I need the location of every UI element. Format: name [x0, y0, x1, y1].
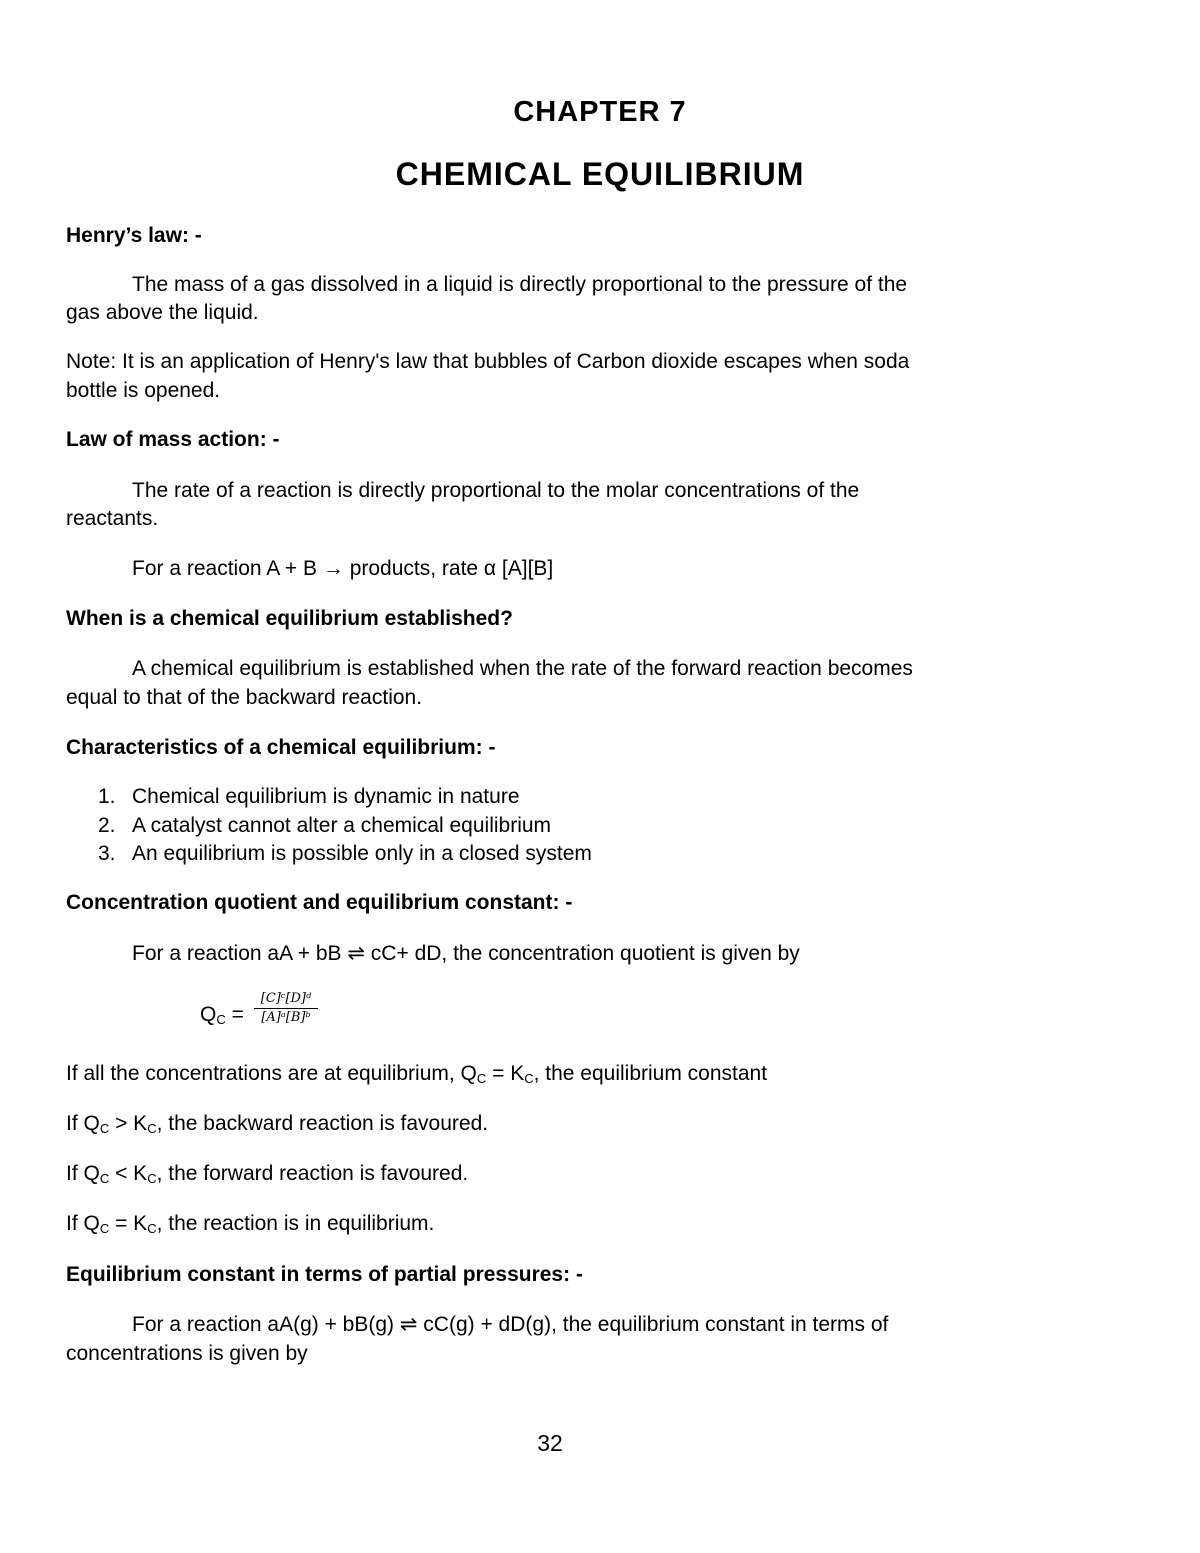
- partial-pressure-line-1: For a reaction aA(g) + bB(g) ⇌ cC(g) + dD(g), the equilibrium constant in terms of: [132, 1313, 889, 1336]
- established-text-line-2: equal to that of the backward reaction.: [66, 686, 423, 709]
- henry-text-line-1: The mass of a gas dissolved in a liquid is directly proportional to the pressure of the: [132, 273, 908, 296]
- list-item: Chemical equilibrium is dynamic in nature: [132, 785, 520, 808]
- list-item-number: 3.: [98, 842, 116, 865]
- henry-note-line-2: bottle is opened.: [66, 379, 221, 402]
- henry-note-line-1: Note: It is an application of Henry's law that bubbles of Carbon dioxide escapes when soda: [66, 350, 910, 373]
- qc-equal-line: If $Q_C = K_C$, the reaction is in equilibrium.: [66, 1212, 435, 1236]
- established-heading: When is a chemical equilibrium established?: [66, 607, 513, 630]
- mass-action-text-line-2: reactants.: [66, 507, 159, 530]
- chapter-label: CHAPTER 7: [513, 96, 687, 128]
- quotient-heading: Concentration quotient and equilibrium constant: -: [66, 891, 573, 914]
- qc-fraction: [254, 990, 318, 1027]
- list-item: A catalyst cannot alter a chemical equilibrium: [132, 814, 552, 837]
- chapter-title: CHEMICAL EQUILIBRIUM: [395, 156, 805, 192]
- qc-equals-kc-line: If all the concentrations are at equilibrium, $Q_C = K_C$, the equilibrium constant: [66, 1062, 768, 1086]
- fraction-numerator: [C]ᶜ[D]ᵈ: [260, 991, 312, 1006]
- quotient-intro: For a reaction aA + bB ⇌ cC+ dD, the concentration quotient is given by: [132, 942, 800, 965]
- page-number: 32: [537, 1430, 563, 1456]
- established-text-line-1: A chemical equilibrium is established when the rate of the forward reaction becomes: [132, 657, 913, 680]
- qc-formula-label: $Q_C$ =: [200, 1003, 244, 1027]
- qc-greater-line: If $Q_C > K_C$, the backward reaction is favoured.: [66, 1112, 489, 1136]
- fraction-denominator: [A]ᵃ[B]ᵇ: [254, 1008, 318, 1027]
- partial-pressure-heading: Equilibrium constant in terms of partial pressures: -: [66, 1263, 583, 1286]
- list-item-number: 1.: [98, 785, 116, 808]
- list-item-number: 2.: [98, 814, 116, 837]
- henry-heading: Henry’s law: -: [66, 224, 202, 247]
- characteristics-heading: Characteristics of a chemical equilibrium: -: [66, 736, 496, 759]
- mass-action-formula: For a reaction A + B → products, rate α [A][B]: [132, 557, 554, 580]
- qc-less-line: If $Q_C < K_C$, the forward reaction is favoured.: [66, 1162, 469, 1186]
- partial-pressure-line-2: concentrations is given by: [66, 1342, 308, 1365]
- list-item: An equilibrium is possible only in a closed system: [132, 842, 592, 865]
- mass-action-text-line-1: The rate of a reaction is directly proportional to the molar concentrations of the: [132, 479, 860, 502]
- henry-text-line-2: gas above the liquid.: [66, 301, 259, 324]
- mass-action-heading: Law of mass action: -: [66, 428, 280, 451]
